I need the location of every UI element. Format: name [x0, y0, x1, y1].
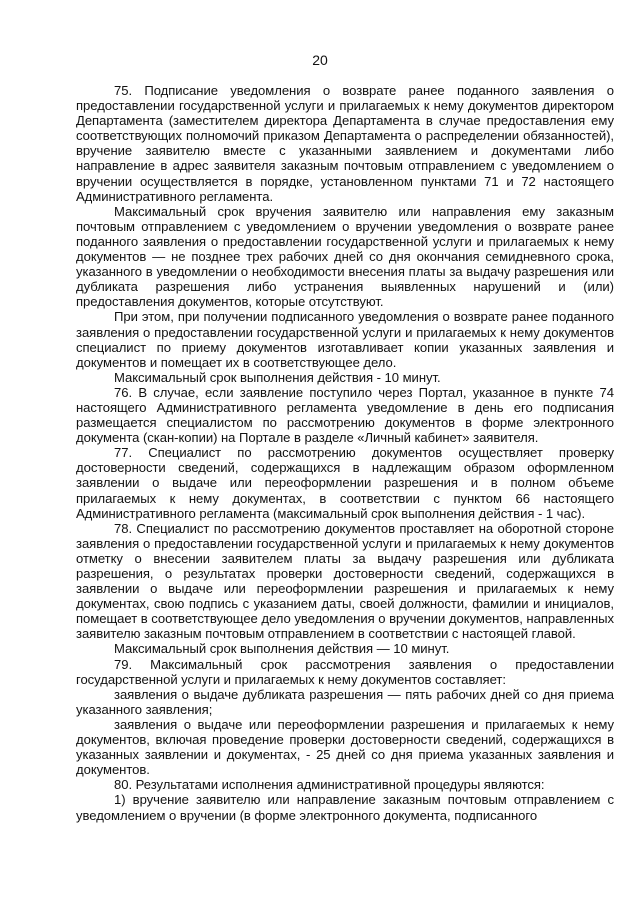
- paragraph-78: 78. Специалист по рассмотрению документов проставляет на оборотной стороне заявления о предоставлении государственной услуги и прилагаемых к нему документов отметку о внесении заявителем платы за выдачу разрешения или дубликата разрешения, о результатах проверки достоверности сведений, содержащихся в заявлении о выдаче или переоформлении разрешения и прилагаемых к нему документах, свою подпись с указанием даты, своей должности, фамилии и инициалов, помещает в соответствующее дело уведомления о вручении документов, направленных заявителю заказным почтовым отправлением в соответствии с настоящей главой.: [76, 520, 614, 642]
- paragraph-max-term-10min-2: Максимальный срок выполнения действия — 10 минут.: [114, 641, 450, 657]
- paragraph-77: 77. Специалист по рассмотрению документов осуществляет проверку достоверности сведений, содержащихся в надлежащим образом оформленном заявлении о выдаче или переоформлении разрешения и в полном объеме прилагаемых к нему документах, в соответствии с пунктом 66 настоящего Административного регламента (максимальный срок выполнения действия - 1 час).: [76, 445, 614, 521]
- paragraph-80: 80. Результатами исполнения административной процедуры являются:: [114, 777, 545, 793]
- page-number: 20: [312, 52, 328, 68]
- paragraph-max-term-10min: Максимальный срок выполнения действия - 10 минут.: [114, 369, 441, 385]
- paragraph-80-1: 1) вручение заявителю или направление заказным почтовым отправлением с уведомлением о вручении (в форме электронного документа, подписанного: [76, 792, 614, 823]
- paragraph-copies: При этом, при получении подписанного уведомления о возврате ранее поданного заявления о предоставлении государственной услуги и прилагаемых к нему документов специалист по приему документов изготавливает копии указанных заявления и документов и помещает их в соответствующее дело.: [76, 309, 614, 370]
- document-body: [76, 83, 614, 823]
- paragraph-max-delivery-term: Максимальный срок вручения заявителю или направления ему заказным почтовым отправлением с уведомлением о вручении уведомления о возврате ранее поданного заявления о предоставлении государственной услуги и прилагаемых к нему документов — не позднее трех рабочих дней со дня окончания семидневного срока, указанного в уведомлении о необходимости внесения платы за выдачу разрешения или дубликата разрешения либо устранения выявленных нарушений и (или) предоставления документов, которые отсутствуют.: [76, 203, 614, 310]
- paragraph-79: 79. Максимальный срок рассмотрения заявления о предоставлении государственной услуги и прилагаемых к нему документов составляет:: [76, 656, 614, 687]
- paragraph-76: 76. В случае, если заявление поступило через Портал, указанное в пункте 74 настоящего Административного регламента уведомление в день его подписания размещается специалистом по рассмотрению документов в форме электронного документа (скан-копии) на Портале в разделе «Личный кабинет» заявителя.: [76, 384, 614, 446]
- paragraph-79-duplicate: заявления о выдаче дубликата разрешения — пять рабочих дней со дня приема указанного заявления;: [76, 686, 614, 717]
- paragraph-75: 75. Подписание уведомления о возврате ранее поданного заявления о предоставлении государственной услуги и прилагаемых к нему документов директором Департамента (заместителем директора Департамента в случае предоставления ему соответствующих полномочий приказом Департамента о распределении обязанностей), вручение заявителю вместе с указанными заявлением и документами либо направление в адрес заявителя заказным почтовым отправлением с уведомлением о вручении осуществляется в порядке, установленном пунктами 71 и 72 настоящего Административного регламента.: [76, 83, 614, 204]
- paragraph-79-issue: заявления о выдаче или переоформлении разрешения и прилагаемых к нему документов, включая проведение проверки достоверности сведений, содержащихся в указанных заявлении и документах, - 25 дней со дня приема указанных заявления и документов.: [76, 716, 614, 778]
